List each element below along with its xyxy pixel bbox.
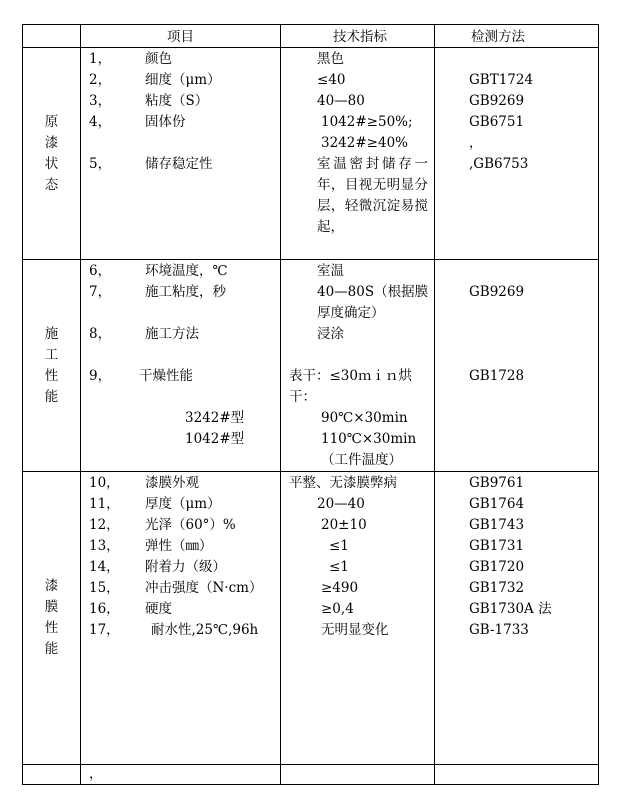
- items-cell: [81, 472, 281, 765]
- item-name: 弹性（㎜）: [145, 538, 213, 554]
- method-value: [435, 324, 598, 345]
- category-label: 原漆状态: [44, 113, 59, 193]
- item-number: 16，: [89, 601, 120, 617]
- spec-value: ≤40: [317, 72, 346, 88]
- item-number: 14，: [89, 559, 120, 575]
- section-film-properties: [23, 472, 599, 765]
- spec-value: 室温: [317, 263, 344, 279]
- footer-cell: [435, 765, 599, 785]
- category-label: 施工性能: [44, 325, 59, 405]
- item-name: 施工粘度，秒: [145, 284, 226, 300]
- spec-value: 90℃×30min: [321, 410, 408, 426]
- method-value: [435, 49, 598, 70]
- item-name: 光泽（60°）%: [145, 517, 236, 533]
- spec-value: ≤1: [329, 538, 349, 554]
- header-spec: 技术指标: [281, 25, 435, 48]
- item-number: 3，: [89, 93, 112, 109]
- method-value: GB9761: [469, 475, 525, 491]
- method-value: GBT1724: [469, 72, 534, 88]
- item-number: 7，: [89, 284, 112, 300]
- spec-value: 浸涂: [317, 326, 344, 342]
- spec-value: 40—80: [317, 93, 365, 109]
- spec-value: 20±10: [321, 517, 367, 533]
- item-name: 硬度: [145, 601, 172, 617]
- item-name: 颜色: [145, 51, 172, 67]
- spec-value: 40—80S（根据膜厚度确定）: [317, 284, 429, 321]
- item-name: 储存稳定性: [145, 156, 213, 172]
- item-name: 厚度（μm）: [145, 496, 221, 512]
- method-cell: [435, 48, 599, 260]
- spec-value: 1042#≥50%;: [321, 114, 413, 130]
- spec-value: 无明显变化: [321, 622, 389, 638]
- header-row: [23, 25, 599, 48]
- footer-cell: [23, 765, 81, 785]
- method-value: GB1720: [469, 559, 525, 575]
- spec-value: ≤1: [329, 559, 349, 575]
- spec-value: 室温密封储存一年，目视无明显分层，轻微沉淀易搅起，: [317, 156, 428, 235]
- item-name: 施工方法: [145, 326, 199, 342]
- method-value: GB-1733: [469, 622, 529, 638]
- item-number: 17，: [89, 622, 120, 638]
- item-number: 5，: [89, 156, 112, 172]
- item-name: 附着力（级）: [145, 559, 226, 575]
- items-cell: [81, 260, 281, 472]
- header-method: 检测方法: [435, 25, 599, 48]
- item-name: 冲击强度（N·cm）: [145, 580, 263, 596]
- method-value: ，: [469, 135, 483, 151]
- footer-cell: ，: [81, 765, 281, 785]
- item-number: 13，: [89, 538, 120, 554]
- spec-value: 表干：≤30ｍｉｎ烘干：: [289, 368, 412, 405]
- item-number: 4，: [89, 114, 112, 130]
- footer-cell: [281, 765, 435, 785]
- method-value: GB9269: [469, 93, 525, 109]
- method-value: GB1743: [469, 517, 525, 533]
- spec-table: [22, 24, 599, 785]
- spec-cell: [281, 260, 435, 472]
- section-paint-state: [23, 48, 599, 260]
- header-blank: [23, 25, 81, 48]
- item-number: 12，: [89, 517, 120, 533]
- method-value: GB9269: [469, 284, 525, 300]
- item-name: 环境温度，℃: [145, 263, 228, 279]
- spec-value: 3242#≥40%: [321, 135, 408, 151]
- spec-value: 110℃×30min: [321, 431, 417, 447]
- category-cell: [23, 472, 81, 765]
- method-value: GB1731: [469, 538, 525, 554]
- header-item: 项目: [81, 25, 281, 48]
- items-cell: [81, 48, 281, 260]
- method-cell: [435, 472, 599, 765]
- method-value: [435, 261, 598, 282]
- item-number: 8，: [89, 326, 112, 342]
- category-label: 漆膜性能: [44, 578, 59, 657]
- spec-value: 20—40: [317, 496, 365, 512]
- method-value: ,GB6753: [469, 156, 529, 172]
- item-number: 1，: [89, 51, 112, 67]
- category-cell: [23, 48, 81, 260]
- spec-value: 平整、无漆膜弊病: [289, 475, 397, 491]
- item-name: 固体份: [145, 114, 186, 130]
- item-name: 3242#型: [185, 410, 245, 426]
- item-number: 11，: [89, 496, 120, 512]
- spec-cell: [281, 472, 435, 765]
- method-value: GB1730A 法: [469, 601, 552, 617]
- item-name: 漆膜外观: [145, 475, 199, 491]
- item-name: 细度（μm）: [145, 72, 221, 88]
- item-name: 耐水性,25℃,96h: [151, 622, 259, 638]
- method-cell: [435, 260, 599, 472]
- footer-row: [23, 765, 599, 785]
- spec-value: 黑色: [317, 51, 344, 67]
- section-application: [23, 260, 599, 472]
- spec-value: ≥490: [321, 580, 359, 596]
- item-name: 粘度（S）: [145, 93, 209, 109]
- item-number: 15，: [89, 580, 120, 596]
- method-value: GB1728: [469, 368, 525, 384]
- method-value: GB6751: [469, 114, 525, 130]
- method-value: GB1764: [469, 496, 525, 512]
- method-value: GB1732: [469, 580, 525, 596]
- category-cell: [23, 260, 81, 472]
- item-name: 1042#型: [185, 431, 245, 447]
- item-number: 6，: [89, 263, 112, 279]
- spec-value: （工件温度）: [321, 452, 402, 468]
- item-number: 10，: [89, 475, 120, 491]
- spec-value: ≥0,4: [321, 601, 354, 617]
- item-number: 2，: [89, 72, 112, 88]
- spec-cell: [281, 48, 435, 260]
- item-number: 9，: [89, 368, 112, 384]
- item-name: 干燥性能: [139, 368, 193, 384]
